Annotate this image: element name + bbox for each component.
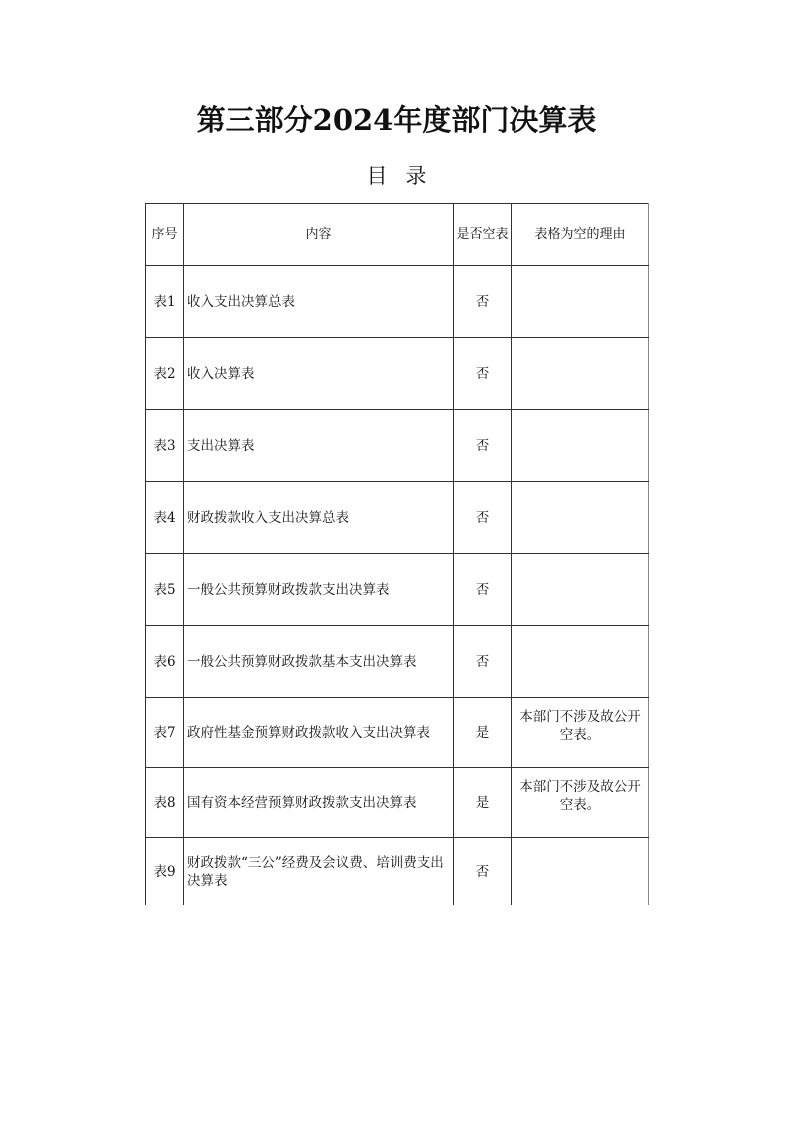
table-row — [146, 266, 649, 338]
row-number: 表4 — [146, 482, 184, 554]
row-empty-flag: 否 — [454, 626, 512, 698]
row-reason — [512, 554, 649, 626]
row-content: 财政拨款“三公”经费及会议费、培训费支出决算表 — [184, 838, 454, 906]
row-content: 国有资本经营预算财政拨款支出决算表 — [184, 768, 454, 838]
table-row — [146, 554, 649, 626]
row-number: 表3 — [146, 410, 184, 482]
header-empty: 是否空表 — [454, 204, 512, 266]
row-reason — [512, 338, 649, 410]
row-number: 表7 — [146, 698, 184, 768]
toc-heading: 目录 — [366, 164, 445, 188]
row-reason — [512, 266, 649, 338]
row-number: 表6 — [146, 626, 184, 698]
header-no: 序号 — [146, 204, 184, 266]
row-reason — [512, 838, 649, 906]
table-row — [146, 338, 649, 410]
table-row — [146, 768, 649, 838]
header-reason: 表格为空的理由 — [512, 204, 649, 266]
row-content: 一般公共预算财政拨款基本支出决算表 — [184, 626, 454, 698]
row-empty-flag: 否 — [454, 266, 512, 338]
row-content: 政府性基金预算财政拨款收入支出决算表 — [184, 698, 454, 768]
row-number: 表1 — [146, 266, 184, 338]
table-row — [146, 626, 649, 698]
row-number: 表9 — [146, 838, 184, 906]
row-empty-flag: 是 — [454, 698, 512, 768]
row-content: 收入决算表 — [184, 338, 454, 410]
row-content: 财政拨款收入支出决算总表 — [184, 482, 454, 554]
header-content: 内容 — [184, 204, 454, 266]
row-number: 表2 — [146, 338, 184, 410]
row-reason — [512, 626, 649, 698]
row-reason — [512, 482, 649, 554]
row-empty-flag: 是 — [454, 768, 512, 838]
toc-table — [145, 203, 649, 905]
row-reason: 本部门不涉及故公开空表。 — [512, 698, 649, 768]
table-row — [146, 482, 649, 554]
row-content: 一般公共预算财政拨款支出决算表 — [184, 554, 454, 626]
row-empty-flag: 否 — [454, 410, 512, 482]
page-title: 第三部分2024年度部门决算表 — [196, 103, 597, 137]
row-empty-flag: 否 — [454, 482, 512, 554]
table-row — [146, 838, 649, 906]
row-empty-flag: 否 — [454, 554, 512, 626]
row-content: 收入支出决算总表 — [184, 266, 454, 338]
table-row — [146, 698, 649, 768]
table-header-row — [146, 204, 649, 266]
row-content: 支出决算表 — [184, 410, 454, 482]
row-number: 表8 — [146, 768, 184, 838]
row-reason: 本部门不涉及故公开空表。 — [512, 768, 649, 838]
table-row — [146, 410, 649, 482]
row-reason — [512, 410, 649, 482]
row-number: 表5 — [146, 554, 184, 626]
row-empty-flag: 否 — [454, 838, 512, 906]
row-empty-flag: 否 — [454, 338, 512, 410]
